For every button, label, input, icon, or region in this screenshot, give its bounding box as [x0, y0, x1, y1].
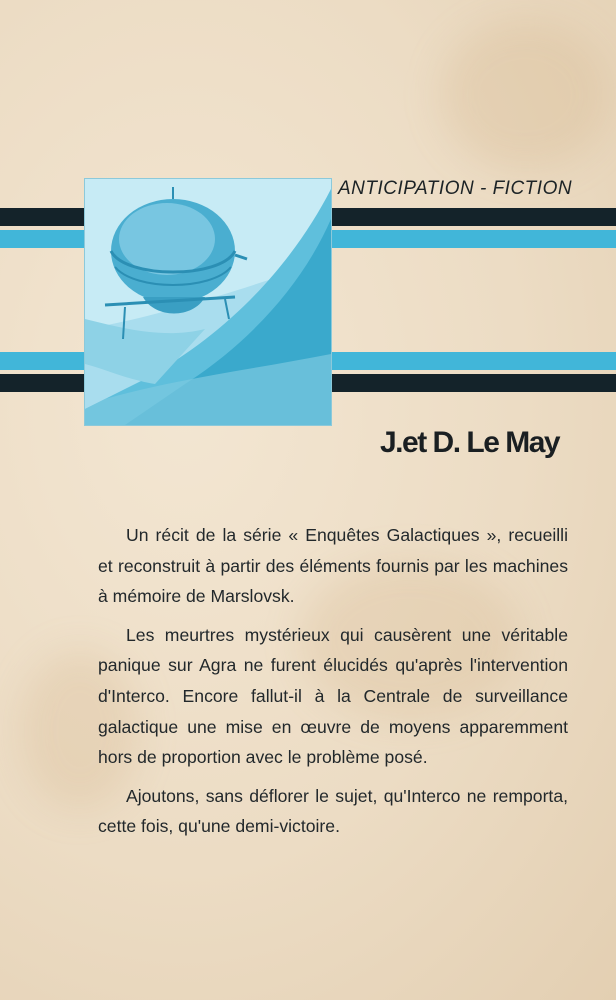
series-label: ANTICIPATION - FICTION: [338, 178, 573, 199]
author-name: J.et D. Le May: [380, 426, 560, 459]
spaceship-orbiting-planet-illustration: [85, 179, 331, 425]
blurb-paragraph: Les meurtres mystérieux qui causèrent une véritable panique sur Agra ne furent élucidés qu'après l'intervention d'Interco. Encore fallut-il à la Centrale de surveillance galactique une mise en œuvre de moyens apparemment hors de proportion avec le problème posé.: [98, 624, 568, 768]
back-cover-blurb: [98, 520, 568, 850]
paper-stain: [440, 20, 610, 170]
blurb-paragraph: Un récit de la série « Enquêtes Galactiques », recueilli et reconstruit à partir des éléments fournis par les machines à mémoire de Marslovsk.: [98, 525, 568, 607]
blurb-paragraph: Ajoutons, sans déflorer le sujet, qu'Interco ne remporta, cette fois, qu'une demi-victoire.: [98, 785, 568, 837]
cover-illustration: [84, 178, 332, 426]
